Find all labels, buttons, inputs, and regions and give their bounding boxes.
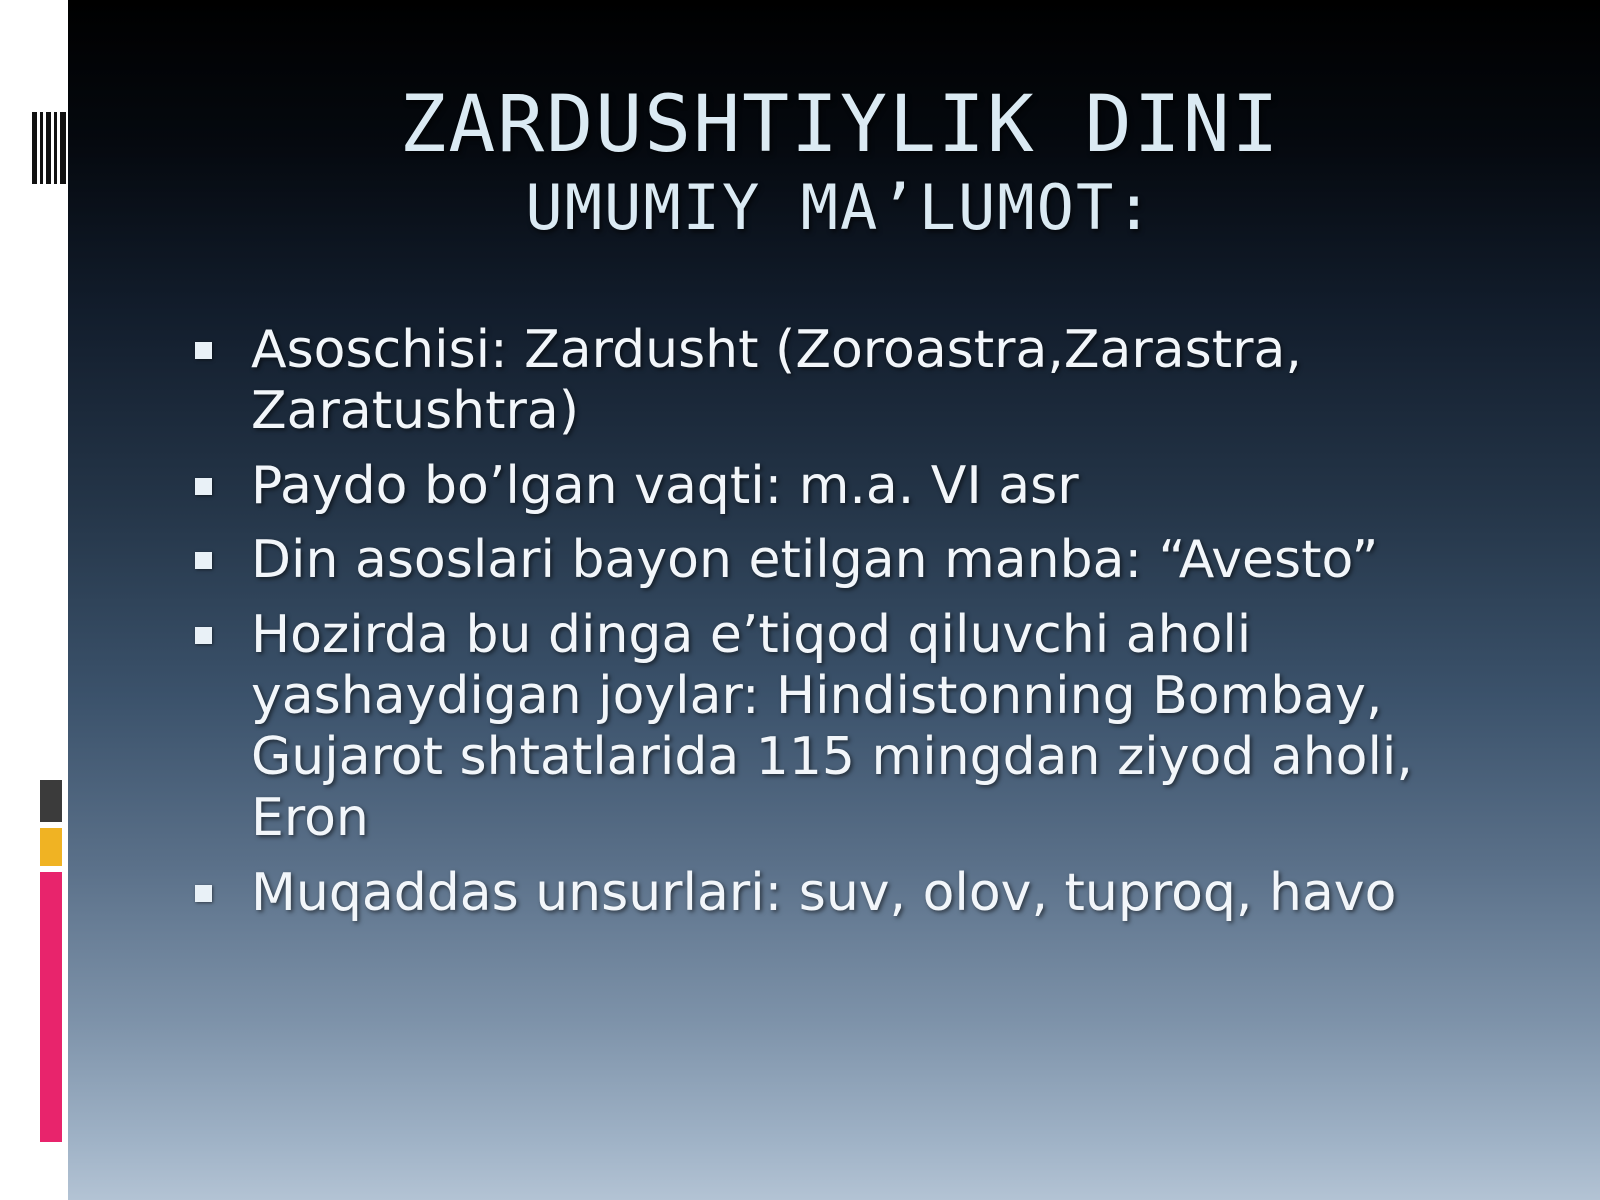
list-item — [185, 530, 1545, 591]
bullet-marker-icon — [195, 885, 212, 902]
accent-mark-pink — [40, 872, 62, 1142]
list-item-text: Muqaddas unsurlari: suv, olov, tuproq, havo — [251, 862, 1397, 923]
accent-mark-amber — [40, 828, 62, 866]
slide-title: ZARDUSHTIYLIK DINI — [399, 80, 1281, 170]
accent-mark-dark — [40, 780, 62, 822]
slide-subtitle: UMUMIY MA’LUMOT: — [525, 170, 1155, 244]
list-item — [185, 456, 1545, 517]
list-item-text: Paydo bo’lgan vaqti: m.a. VI asr — [251, 455, 1079, 516]
bullet-marker-icon — [195, 552, 212, 569]
title-block — [120, 80, 1560, 244]
barcode-icon — [32, 112, 66, 184]
bullet-list — [185, 320, 1545, 937]
bullet-marker-icon — [195, 478, 212, 495]
list-item-text: Din asoslari bayon etilgan manba: “Avesto” — [251, 530, 1379, 591]
bullet-marker-icon — [195, 627, 212, 644]
list-item — [185, 863, 1545, 924]
list-item — [185, 320, 1545, 442]
list-item — [185, 605, 1545, 848]
list-item-text: Asoschisi: Zardusht (Zoroastra,Zarastra, Zaratushtra) — [251, 320, 1302, 441]
list-item-text: Hozirda bu dinga e’tiqod qiluvchi aholi yashaydigan joylar: Hindistonning Bombay, Gujarot shtatlarida 115 mingdan ziyod aholi, Eron — [251, 605, 1413, 848]
bullet-marker-icon — [195, 342, 212, 359]
